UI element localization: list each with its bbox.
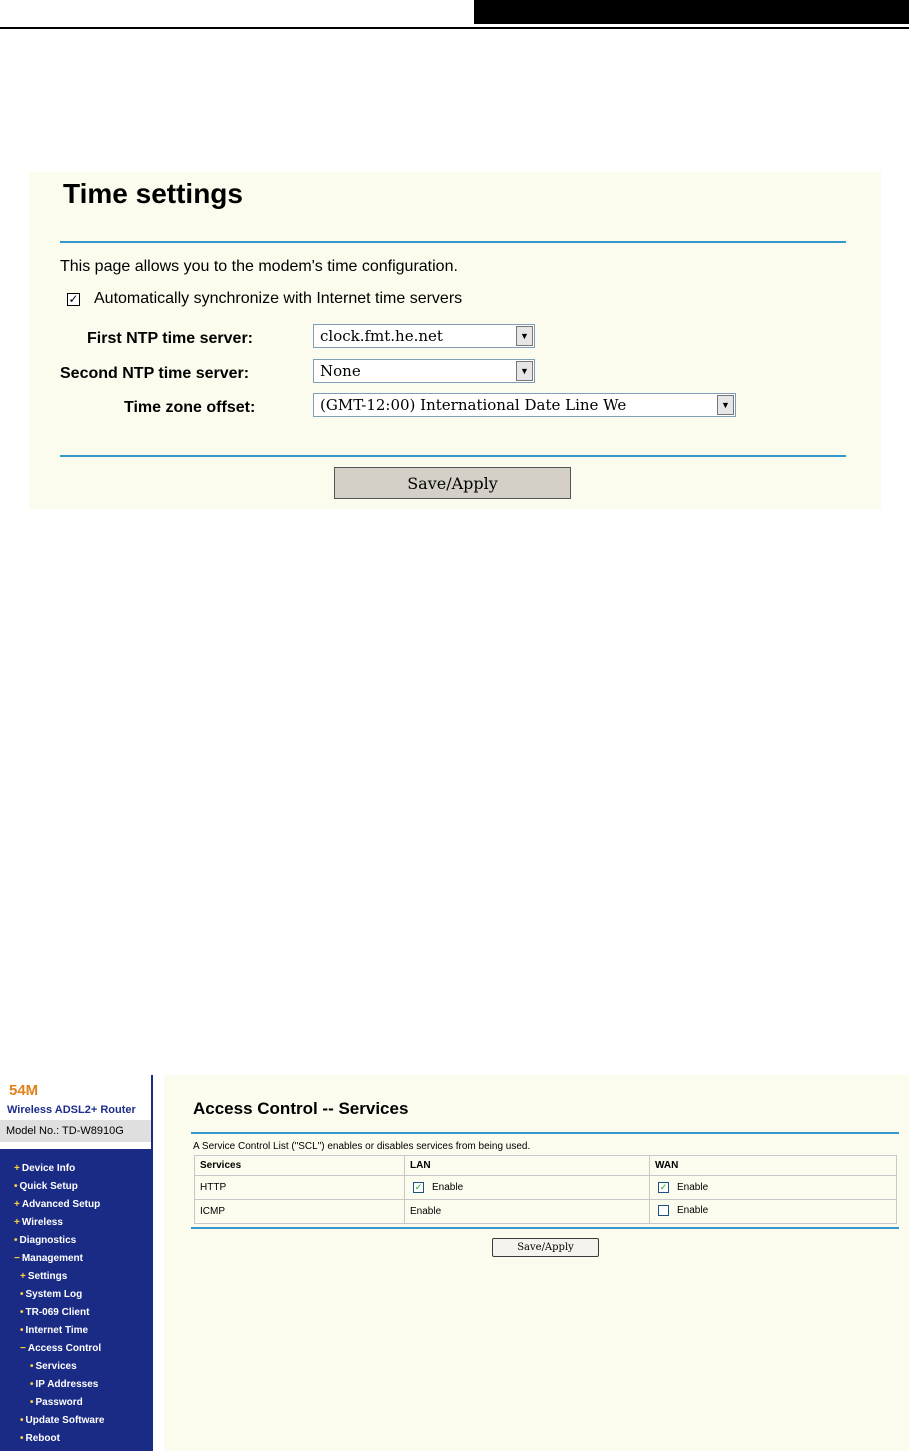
title-divider: [191, 1132, 899, 1134]
second-ntp-value: None: [320, 362, 361, 380]
model-number: Model No.: TD-W8910G: [0, 1120, 151, 1142]
footer-divider: [60, 455, 846, 457]
nav-item-password[interactable]: • Password: [30, 1397, 83, 1408]
nav-item-wireless[interactable]: + Wireless: [14, 1217, 63, 1228]
nav-item-system-log[interactable]: • System Log: [20, 1289, 83, 1300]
brand-box: [0, 1075, 151, 1144]
lan-cell: [405, 1176, 650, 1200]
second-ntp-select[interactable]: [313, 359, 535, 383]
tz-select[interactable]: [313, 393, 736, 417]
http-wan-checkbox[interactable]: ✓: [659, 1182, 668, 1192]
access-control-title: Access Control -- Services: [193, 1099, 409, 1118]
nav-item-internet-time[interactable]: • Internet Time: [20, 1325, 89, 1336]
header-wan: WAN: [650, 1156, 897, 1176]
nav-item-ip-addresses[interactable]: • IP Addresses: [30, 1379, 99, 1390]
first-ntp-select[interactable]: [313, 324, 535, 348]
nav-item-advanced-setup[interactable]: + Advanced Setup: [14, 1199, 101, 1210]
auto-sync-checkbox[interactable]: [67, 293, 80, 306]
router-sidebar: [0, 1075, 153, 1451]
footer-divider: [191, 1227, 899, 1229]
tz-value: (GMT-12:00) International Date Line We: [320, 396, 627, 414]
brand-speed: 54M: [9, 1082, 39, 1099]
service-name: ICMP: [195, 1200, 405, 1224]
services-table: [194, 1155, 897, 1224]
http-lan-enable[interactable]: ✓ Enable: [414, 1182, 464, 1193]
chevron-down-icon[interactable]: ▼: [717, 395, 734, 415]
wan-cell: [650, 1176, 897, 1200]
nav-item-reboot[interactable]: • Reboot: [20, 1433, 60, 1444]
http-wan-enable[interactable]: ✓ Enable: [659, 1182, 709, 1193]
brand-product: Wireless ADSL2+ Router: [7, 1104, 136, 1116]
page-header-bar: [474, 0, 909, 24]
icmp-wan-enable[interactable]: Enable: [655, 1205, 708, 1216]
auto-sync-row: [67, 289, 462, 309]
header-lan: LAN: [405, 1156, 650, 1176]
nav-item-device-info[interactable]: + Device Info: [14, 1163, 76, 1174]
http-lan-checkbox[interactable]: ✓: [414, 1182, 423, 1192]
table-row: [195, 1200, 897, 1224]
header-services: Services: [195, 1156, 405, 1176]
chevron-down-icon[interactable]: ▼: [516, 326, 533, 346]
page-title: Time settings: [63, 178, 243, 209]
save-apply-button[interactable]: Save/Apply: [492, 1238, 599, 1257]
table-header-row: [195, 1156, 897, 1176]
time-settings-panel: [29, 172, 881, 509]
nav-item-tr069-client[interactable]: • TR-069 Client: [20, 1307, 90, 1318]
nav-item-settings[interactable]: + Settings: [20, 1271, 68, 1282]
auto-sync-label: Automatically synchronize with Internet time servers: [94, 290, 463, 307]
table-row: [195, 1176, 897, 1200]
check-icon: ✓: [68, 292, 79, 306]
chevron-down-icon[interactable]: ▼: [516, 361, 533, 381]
nav-item-services[interactable]: • Services: [30, 1361, 77, 1372]
nav-item-access-control[interactable]: − Access Control: [20, 1343, 102, 1354]
service-name: HTTP: [195, 1176, 405, 1200]
second-ntp-label: Second NTP time server:: [60, 365, 250, 382]
tz-label: Time zone offset:: [124, 399, 256, 416]
nav-item-update-software[interactable]: • Update Software: [20, 1415, 105, 1426]
sidebar-divider: [151, 1075, 153, 1451]
nav-item-diagnostics[interactable]: • Diagnostics: [14, 1235, 77, 1246]
nav-menu: [0, 1149, 151, 1451]
nav-item-management[interactable]: − Management: [14, 1253, 83, 1264]
page-header-rule: [0, 27, 909, 29]
save-apply-button[interactable]: Save/Apply: [334, 467, 571, 499]
lan-cell: Enable: [405, 1200, 650, 1224]
access-control-panel: [164, 1075, 909, 1451]
wan-cell: [650, 1200, 897, 1224]
access-control-description: A Service Control List ("SCL") enables or disables services from being used.: [193, 1141, 531, 1152]
icmp-wan-checkbox[interactable]: [658, 1205, 669, 1216]
nav-item-quick-setup[interactable]: • Quick Setup: [14, 1181, 78, 1192]
page-description: This page allows you to the modem's time configuration.: [60, 258, 458, 275]
title-divider: [60, 241, 846, 243]
first-ntp-label: First NTP time server:: [87, 330, 253, 347]
first-ntp-value: clock.fmt.he.net: [320, 327, 443, 345]
